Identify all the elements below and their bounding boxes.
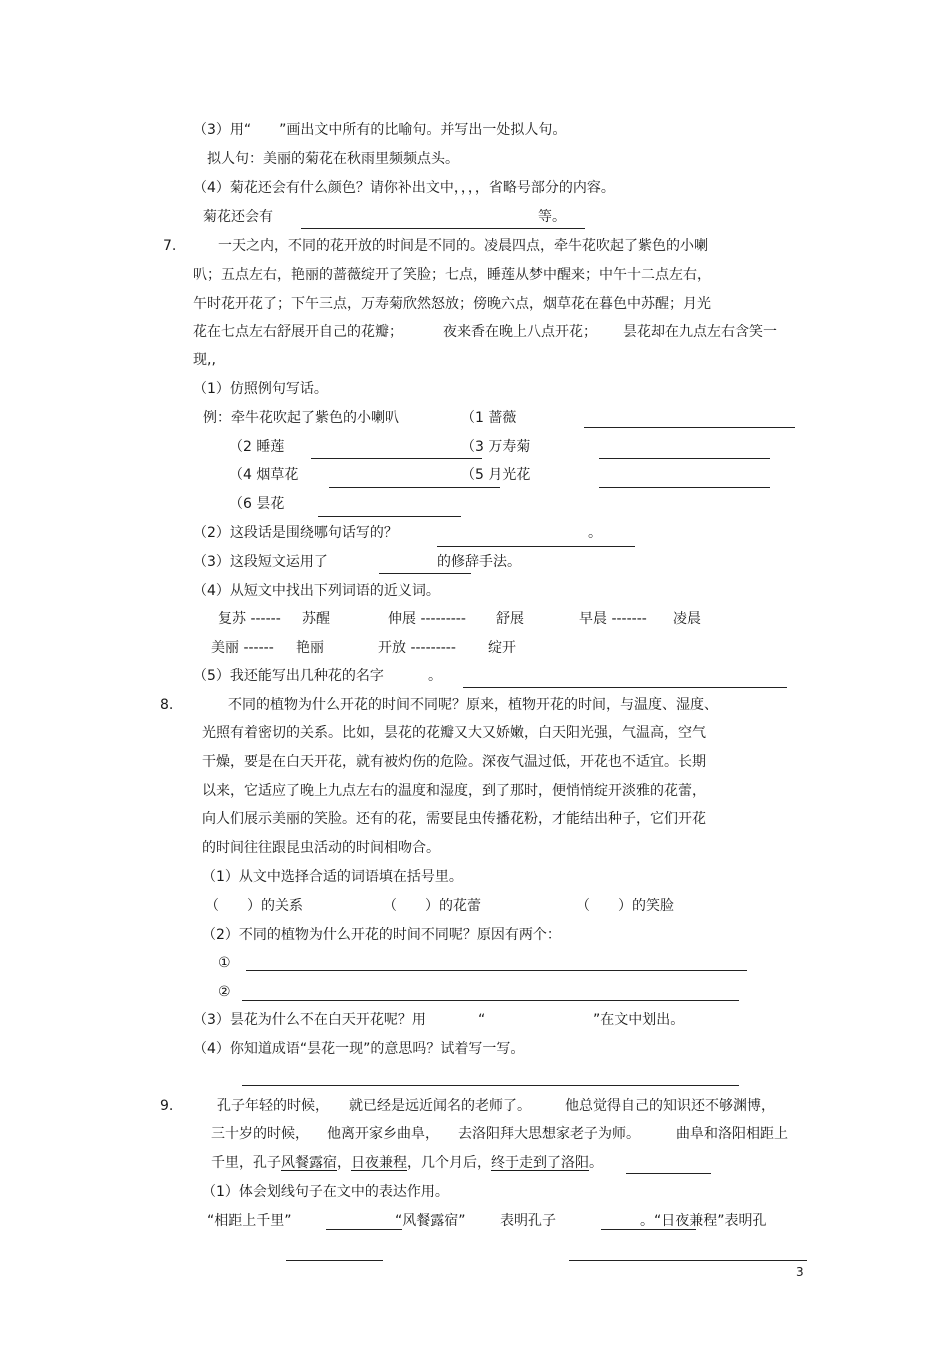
q8-sub3: （3）昙花为什么不在白天开花呢？用 (193, 1012, 426, 1028)
q9-underlined-phrase: 日夜兼程 (351, 1155, 407, 1171)
q7-flower-2-blank[interactable] (311, 458, 482, 459)
q8-paragraph-line: 以来，它适应了晚上九点左右的温度和湿度，到了那时，便悄悄绽开淡雅的花蕾， (202, 783, 706, 799)
q7-sub3-blank[interactable] (379, 573, 471, 574)
q7-flower-1-blank[interactable] (584, 427, 795, 428)
q8-reason-2-marker: ② (218, 984, 231, 1000)
q7-sub2-blank[interactable] (437, 546, 635, 547)
q9-paragraph-line: 就已经是远近闻名的老师了。 (349, 1098, 531, 1114)
q8-sub4: （4）你知道成语“昙花一现”的意思吗？试着写一写。 (193, 1041, 525, 1057)
q9-answer-blank[interactable] (569, 1260, 807, 1261)
q7-number: 7. (163, 238, 177, 254)
q8-sub2: （2）不同的植物为什么开花的时间不同呢？原因有两个： (202, 927, 561, 943)
q9-paragraph-line (211, 1154, 603, 1172)
q7-sub3-end: 的修辞手法。 (437, 554, 521, 570)
q7-sub3: （3）这段短文运用了 (193, 554, 328, 570)
q8-sub1: （1）从文中选择合适的词语填在括号里。 (202, 869, 463, 885)
q6-sub4-suffix: 等。 (538, 209, 566, 225)
q8-paragraph-line: 不同的植物为什么开花的时间不同呢？原来，植物开花的时间，与温度、湿度、 (228, 697, 718, 713)
q7-sub2: （2）这段话是围绕哪句话写的？ (193, 525, 398, 541)
q9-sub1-phrase: “风餐露宿” (395, 1213, 466, 1229)
q7-paragraph-line: 花在七点左右舒展开自己的花瓣； (193, 324, 403, 340)
q8-sub3-end: ”在文中划出。 (593, 1012, 685, 1028)
q7-paragraph-line: 一天之内，不同的花开放的时间是不同的。凌晨四点，牵牛花吹起了紫色的小喇 (218, 238, 708, 254)
q9-text: 千里，孔子 (211, 1155, 281, 1171)
q8-sub4-blank[interactable] (242, 1085, 739, 1086)
q8-number: 8. (160, 697, 174, 713)
q9-text: ， (337, 1155, 351, 1171)
q7-paragraph-line: 昙花却在九点左右含笑一 (623, 324, 777, 340)
q7-flower-4-blank[interactable] (329, 487, 500, 488)
q7-example: 例：牵牛花吹起了紫色的小喇叭 (203, 410, 399, 426)
q7-flower-3-blank[interactable] (599, 458, 770, 459)
q8-paragraph-line: 干燥，要是在白天开花，就有被灼伤的危险。深夜气温过低，开花也不适宜。长期 (202, 754, 706, 770)
q9-sub1-text: 表明孔子 (500, 1213, 556, 1229)
q8-bracket-blank[interactable]: （ ）的关系 (205, 898, 303, 914)
q9-sub1-blank[interactable] (326, 1229, 402, 1230)
q7-flower-1: （1 蔷薇 (461, 410, 517, 426)
q7-synonym-answer: 艳丽 (296, 640, 324, 656)
q9-paragraph-line: 去洛阳拜大思想家老子为师。 (458, 1126, 640, 1142)
q9-underlined-phrase: 风餐露宿 (281, 1155, 337, 1171)
q7-flower-3: （3 万寿菊 (461, 439, 531, 455)
q9-paragraph-line: 曲阜和洛阳相距上 (676, 1126, 788, 1142)
q7-flower-2: （2 睡莲 (229, 439, 285, 455)
q7-sub1: （1）仿照例句写话。 (193, 381, 328, 397)
q7-paragraph-line: 夜来香在晚上八点开花； (443, 324, 597, 340)
q7-synonym-answer: 苏醒 (302, 611, 330, 627)
q7-synonym-answer: 舒展 (496, 611, 524, 627)
q8-paragraph-line: 的时间往往跟昆虫活动的时间相吻合。 (202, 840, 440, 856)
q9-paragraph-line: 他离开家乡曲阜， (327, 1126, 439, 1142)
q7-synonym-word: 开放 --------- (378, 640, 456, 656)
q9-sub1: （1）体会划线句子在文中的表达作用。 (202, 1184, 449, 1200)
q7-sub5: （5）我还能写出几种花的名字 (193, 668, 384, 684)
q6-sub4-blank[interactable] (301, 228, 585, 229)
q9-paragraph-line: 他总觉得自己的知识还不够渊博， (565, 1098, 775, 1114)
q7-synonym-word: 复苏 ------ (218, 611, 281, 627)
q7-sub5-end: 。 (428, 668, 442, 684)
q9-sub1-text: 。“日夜兼程”表明孔 (640, 1213, 767, 1229)
q9-text: ，几个月后， (407, 1155, 491, 1171)
q7-flower-6-blank[interactable] (318, 516, 461, 517)
q9-number: 9. (160, 1098, 174, 1114)
q7-synonym-answer: 凌晨 (673, 611, 701, 627)
q8-sub3-quote-open: “ (478, 1012, 486, 1028)
q9-text: 。 (589, 1155, 603, 1171)
q8-paragraph-line: 向人们展示美丽的笑脸。还有的花，需要昆虫传播花粉，才能结出种子，它们开花 (202, 811, 706, 827)
q8-reason-1-marker: ① (218, 955, 231, 971)
q7-flower-4: （4 烟草花 (229, 467, 299, 483)
q7-paragraph-line: 午时花开花了；下午三点，万寿菊欣然怒放；傍晚六点，烟草花在暮色中苏醒；月光 (193, 296, 711, 312)
q7-paragraph-line: 现,, (193, 352, 216, 368)
q8-paragraph-line: 光照有着密切的关系。比如，昙花的花瓣又大又娇嫩，白天阳光强，气温高，空气 (202, 725, 706, 741)
q6-sub4-prefix: 菊花还会有 (203, 209, 273, 225)
q7-paragraph-line: 叭；五点左右，艳丽的蔷薇绽开了笑脸；七点，睡莲从梦中醒来；中午十二点左右， (193, 267, 711, 283)
q8-bracket-blank[interactable]: （ ）的花蕾 (383, 898, 481, 914)
q9-paragraph-line: 孔子年轻的时候， (217, 1098, 329, 1114)
q7-synonym-word: 早晨 ------- (579, 611, 647, 627)
q9-line-blank[interactable] (626, 1173, 711, 1174)
q8-bracket-blank[interactable]: （ ）的笑脸 (576, 898, 674, 914)
q7-flower-6: （6 昙花 (229, 496, 285, 512)
q6-sub4: （4）菊花还会有什么颜色？请你补出文中，，，，省略号部分的内容。 (193, 180, 615, 196)
q7-sub4: （4）从短文中找出下列词语的近义词。 (193, 583, 440, 599)
q7-synonym-answer: 绽开 (488, 640, 516, 656)
q7-flower-5: （5 月光花 (461, 467, 531, 483)
q9-sub1-phrase: “相距上千里” (207, 1213, 292, 1229)
q7-synonym-word: 美丽 ------ (211, 640, 274, 656)
q8-reason-2-blank[interactable] (242, 1000, 739, 1001)
q9-answer-blank[interactable] (286, 1260, 383, 1261)
q9-underlined-phrase: 终于走到了洛阳 (491, 1155, 589, 1171)
q7-sub5-blank[interactable] (463, 687, 787, 688)
q8-reason-1-blank[interactable] (246, 970, 747, 971)
page-number: 3 (796, 1265, 804, 1279)
q6-sub3: （3）用“ ”画出文中所有的比喻句。并写出一处拟人句。 (193, 122, 567, 138)
q7-flower-5-blank[interactable] (599, 487, 770, 488)
q7-synonym-word: 伸展 --------- (388, 611, 466, 627)
q7-sub2-end: 。 (588, 525, 602, 541)
q9-paragraph-line: 三十岁的时候， (211, 1126, 309, 1142)
q6-sub3-answer: 拟人句：美丽的菊花在秋雨里频频点头。 (207, 151, 459, 167)
